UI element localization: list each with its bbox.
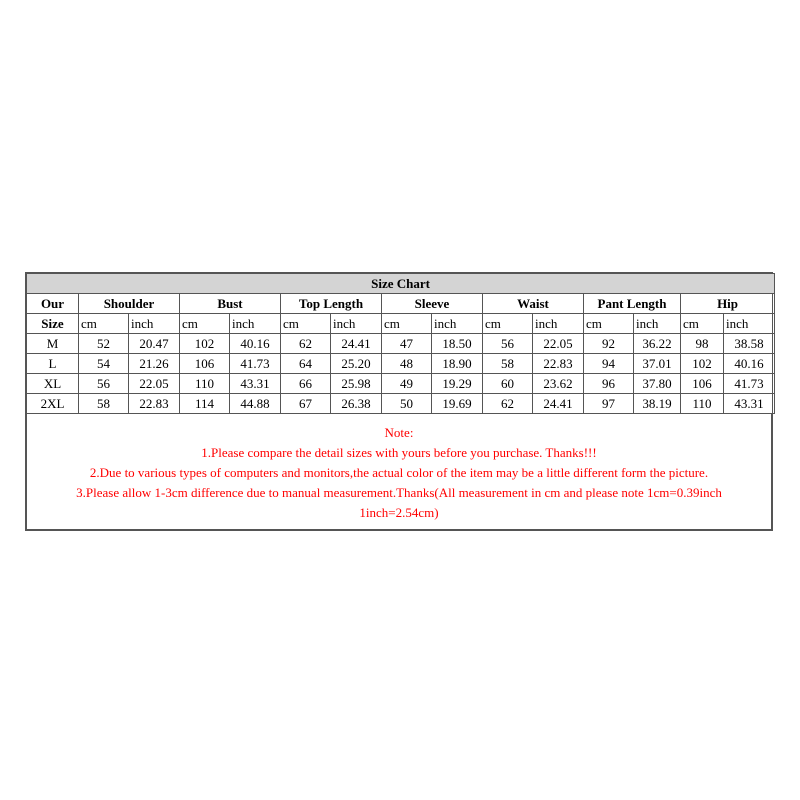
measurement-cell: 41.73 bbox=[724, 374, 775, 394]
notes-heading: Note: bbox=[384, 425, 414, 440]
our-size-label-top: Our bbox=[27, 294, 79, 314]
measurement-cell: 22.05 bbox=[129, 374, 180, 394]
size-chart-table bbox=[26, 273, 775, 414]
measurement-cell: 24.41 bbox=[331, 334, 382, 354]
measurement-cell: 19.69 bbox=[432, 394, 483, 414]
measurement-cell: 36.22 bbox=[634, 334, 681, 354]
unit-cm-label: cm bbox=[382, 314, 432, 334]
measurement-cell: 106 bbox=[180, 354, 230, 374]
unit-cm-label: cm bbox=[483, 314, 533, 334]
note-line-4: 1inch=2.54cm) bbox=[359, 505, 439, 520]
unit-inch-label: inch bbox=[129, 314, 180, 334]
measurement-cell: 20.47 bbox=[129, 334, 180, 354]
measurement-cell: 94 bbox=[584, 354, 634, 374]
measurement-cell: 43.31 bbox=[724, 394, 775, 414]
measurement-cell: 110 bbox=[180, 374, 230, 394]
measurement-cell: 56 bbox=[483, 334, 533, 354]
measurement-cell: 106 bbox=[681, 374, 724, 394]
measurement-cell: 98 bbox=[681, 334, 724, 354]
column-group-header: Bust bbox=[180, 294, 281, 314]
measurement-cell: 40.16 bbox=[230, 334, 281, 354]
size-label: L bbox=[27, 354, 79, 374]
column-group-header: Waist bbox=[483, 294, 584, 314]
measurement-cell: 67 bbox=[281, 394, 331, 414]
measurement-cell: 52 bbox=[79, 334, 129, 354]
column-group-header: Hip bbox=[681, 294, 775, 314]
note-line-1: 1.Please compare the detail sizes with yours before you purchase. Thanks!!! bbox=[201, 445, 597, 460]
measurement-cell: 22.05 bbox=[533, 334, 584, 354]
note-line-3: 3.Please allow 1-3cm difference due to manual measurement.Thanks(All measurement in cm and please note 1cm=0.39inch bbox=[76, 485, 722, 500]
measurement-cell: 18.90 bbox=[432, 354, 483, 374]
measurement-cell: 38.19 bbox=[634, 394, 681, 414]
unit-cm-label: cm bbox=[180, 314, 230, 334]
unit-cm-label: cm bbox=[281, 314, 331, 334]
unit-cm-label: cm bbox=[584, 314, 634, 334]
unit-inch-label: inch bbox=[533, 314, 584, 334]
unit-inch-label: inch bbox=[634, 314, 681, 334]
notes-section bbox=[26, 414, 772, 530]
measurement-cell: 110 bbox=[681, 394, 724, 414]
unit-inch-label: inch bbox=[724, 314, 775, 334]
measurement-cell: 18.50 bbox=[432, 334, 483, 354]
unit-cm-label: cm bbox=[79, 314, 129, 334]
measurement-cell: 24.41 bbox=[533, 394, 584, 414]
unit-cm-label: cm bbox=[681, 314, 724, 334]
measurement-cell: 66 bbox=[281, 374, 331, 394]
size-row bbox=[27, 394, 775, 414]
unit-inch-label: inch bbox=[432, 314, 483, 334]
column-group-header: Sleeve bbox=[382, 294, 483, 314]
measurement-cell: 23.62 bbox=[533, 374, 584, 394]
measurement-cell: 43.31 bbox=[230, 374, 281, 394]
measurement-cell: 47 bbox=[382, 334, 432, 354]
column-group-header: Top Length bbox=[281, 294, 382, 314]
measurement-cell: 22.83 bbox=[533, 354, 584, 374]
measurement-cell: 50 bbox=[382, 394, 432, 414]
measurement-cell: 19.29 bbox=[432, 374, 483, 394]
measurement-cell: 96 bbox=[584, 374, 634, 394]
measurement-cell: 114 bbox=[180, 394, 230, 414]
measurement-cell: 62 bbox=[483, 394, 533, 414]
column-group-header: Pant Length bbox=[584, 294, 681, 314]
measurement-cell: 58 bbox=[79, 394, 129, 414]
measurement-cell: 22.83 bbox=[129, 394, 180, 414]
measurement-cell: 37.01 bbox=[634, 354, 681, 374]
measurement-cell: 44.88 bbox=[230, 394, 281, 414]
size-row bbox=[27, 374, 775, 394]
unit-inch-label: inch bbox=[230, 314, 281, 334]
measurement-cell: 102 bbox=[180, 334, 230, 354]
size-row bbox=[27, 334, 775, 354]
measurement-cell: 38.58 bbox=[724, 334, 775, 354]
measurement-cell: 25.20 bbox=[331, 354, 382, 374]
measurement-cell: 49 bbox=[382, 374, 432, 394]
measurement-cell: 41.73 bbox=[230, 354, 281, 374]
our-size-label-bottom: Size bbox=[27, 314, 79, 334]
measurement-cell: 102 bbox=[681, 354, 724, 374]
measurement-cell: 60 bbox=[483, 374, 533, 394]
size-label: 2XL bbox=[27, 394, 79, 414]
measurement-cell: 40.16 bbox=[724, 354, 775, 374]
measurement-cell: 97 bbox=[584, 394, 634, 414]
measurement-cell: 25.98 bbox=[331, 374, 382, 394]
measurement-cell: 92 bbox=[584, 334, 634, 354]
measurement-cell: 58 bbox=[483, 354, 533, 374]
measurement-cell: 54 bbox=[79, 354, 129, 374]
size-label: M bbox=[27, 334, 79, 354]
chart-title: Size Chart bbox=[27, 274, 775, 294]
measurement-cell: 62 bbox=[281, 334, 331, 354]
size-chart bbox=[25, 272, 773, 531]
measurement-cell: 37.80 bbox=[634, 374, 681, 394]
measurement-cell: 26.38 bbox=[331, 394, 382, 414]
unit-inch-label: inch bbox=[331, 314, 382, 334]
measurement-cell: 48 bbox=[382, 354, 432, 374]
column-group-header: Shoulder bbox=[79, 294, 180, 314]
measurement-cell: 56 bbox=[79, 374, 129, 394]
size-row bbox=[27, 354, 775, 374]
measurement-cell: 21.26 bbox=[129, 354, 180, 374]
measurement-cell: 64 bbox=[281, 354, 331, 374]
note-line-2: 2.Due to various types of computers and monitors,the actual color of the item may be a little different form the picture. bbox=[89, 465, 709, 480]
size-label: XL bbox=[27, 374, 79, 394]
